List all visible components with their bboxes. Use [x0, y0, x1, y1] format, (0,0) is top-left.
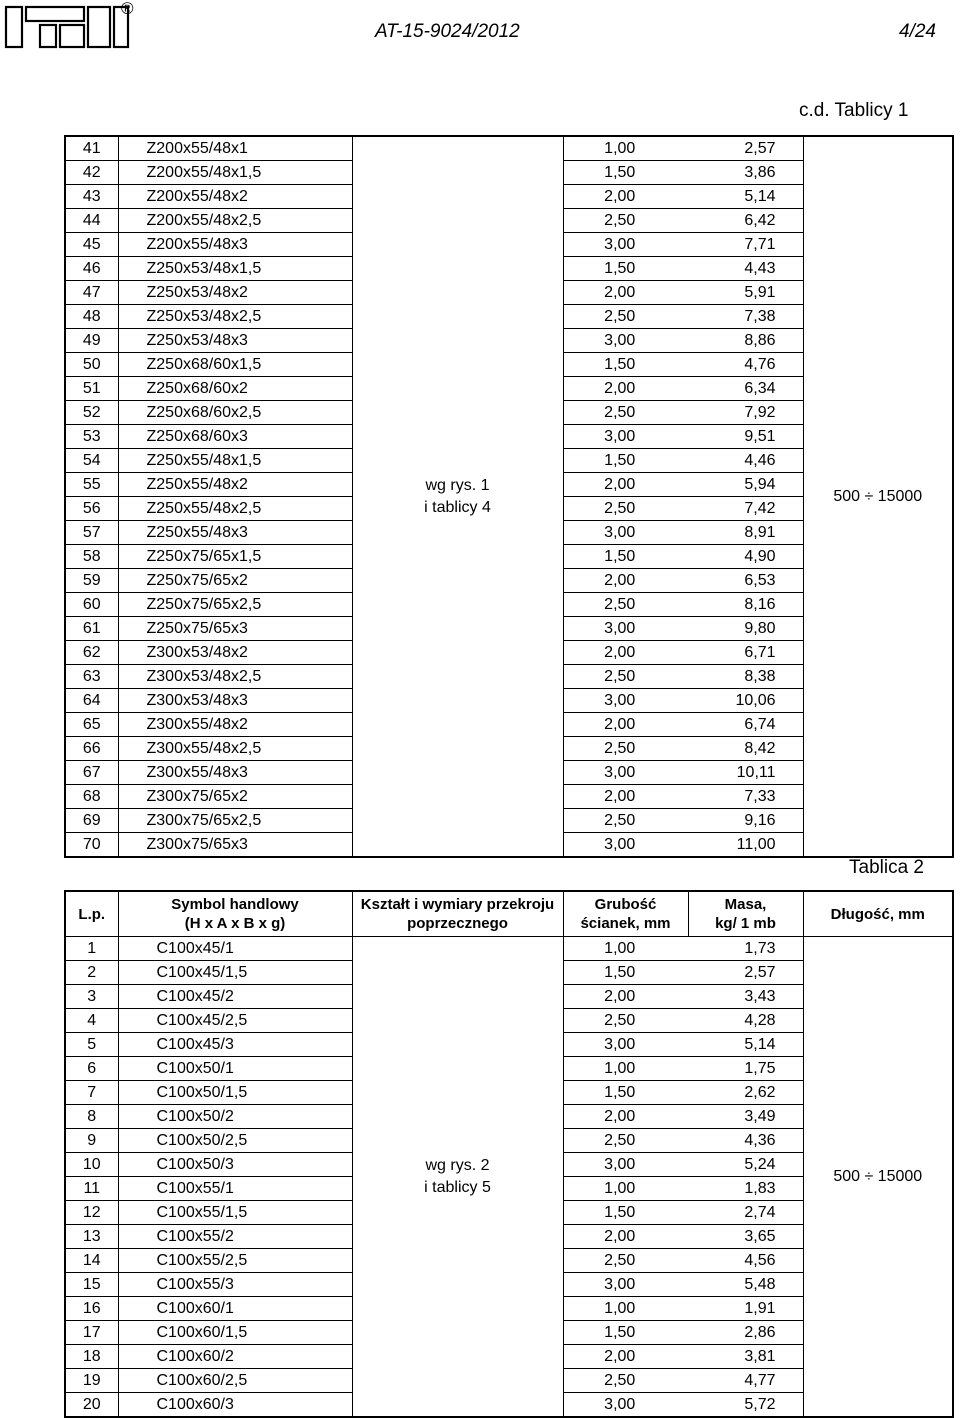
mass-per-meter: 8,86	[688, 329, 803, 353]
mass-per-meter: 8,38	[688, 665, 803, 689]
profile-symbol: Z300x75/65x2,5	[118, 809, 352, 833]
mass-per-meter: 3,86	[688, 161, 803, 185]
row-number: 52	[65, 401, 118, 425]
mass-per-meter: 10,11	[688, 761, 803, 785]
registered-mark: ®	[121, 0, 134, 18]
mass-per-meter: 5,72	[688, 1393, 803, 1418]
profile-symbol: Z250x68/60x2,5	[118, 401, 352, 425]
row-number: 65	[65, 713, 118, 737]
shape-reference-line2: i tablicy 4	[424, 498, 491, 516]
mass-per-meter: 7,92	[688, 401, 803, 425]
table2	[64, 890, 954, 1418]
wall-thickness: 1,50	[563, 545, 688, 569]
row-number: 55	[65, 473, 118, 497]
profile-symbol: Z200x55/48x1,5	[118, 161, 352, 185]
profile-symbol: Z250x53/48x2,5	[118, 305, 352, 329]
table2-caption: Tablica 2	[849, 857, 924, 878]
mass-per-meter: 4,46	[688, 449, 803, 473]
profile-symbol: C100x50/1	[118, 1057, 352, 1081]
mass-per-meter: 7,33	[688, 785, 803, 809]
table1-caption: c.d. Tablicy 1	[799, 100, 909, 121]
profile-symbol: C100x55/1,5	[118, 1201, 352, 1225]
wall-thickness: 2,00	[563, 1225, 688, 1249]
mass-per-meter: 2,74	[688, 1201, 803, 1225]
mass-per-meter: 5,94	[688, 473, 803, 497]
mass-per-meter: 5,48	[688, 1273, 803, 1297]
row-number: 69	[65, 809, 118, 833]
wall-thickness: 1,50	[563, 161, 688, 185]
wall-thickness: 2,00	[563, 377, 688, 401]
profile-symbol: C100x50/1,5	[118, 1081, 352, 1105]
row-number: 59	[65, 569, 118, 593]
shape-reference	[352, 136, 563, 857]
mass-per-meter: 2,57	[688, 136, 803, 161]
profile-symbol: Z200x55/48x3	[118, 233, 352, 257]
wall-thickness: 2,00	[563, 641, 688, 665]
row-number: 16	[65, 1297, 118, 1321]
wall-thickness: 1,50	[563, 449, 688, 473]
mass-per-meter: 4,43	[688, 257, 803, 281]
row-number: 7	[65, 1081, 118, 1105]
row-number: 42	[65, 161, 118, 185]
profile-symbol: Z300x55/48x3	[118, 761, 352, 785]
mass-per-meter: 4,90	[688, 545, 803, 569]
mass-per-meter: 6,71	[688, 641, 803, 665]
mass-per-meter: 6,53	[688, 569, 803, 593]
row-number: 8	[65, 1105, 118, 1129]
mass-per-meter: 9,51	[688, 425, 803, 449]
wall-thickness: 1,00	[563, 1057, 688, 1081]
profile-symbol: Z300x53/48x3	[118, 689, 352, 713]
mass-per-meter: 3,81	[688, 1345, 803, 1369]
wall-thickness: 1,00	[563, 1177, 688, 1201]
table1	[64, 135, 954, 858]
mass-per-meter: 7,38	[688, 305, 803, 329]
row-number: 70	[65, 833, 118, 858]
row-number: 54	[65, 449, 118, 473]
table-row	[65, 937, 953, 961]
profile-symbol: Z250x68/60x1,5	[118, 353, 352, 377]
mass-per-meter: 8,42	[688, 737, 803, 761]
row-number: 60	[65, 593, 118, 617]
wall-thickness: 1,50	[563, 257, 688, 281]
row-number: 18	[65, 1345, 118, 1369]
wall-thickness: 2,50	[563, 1249, 688, 1273]
wall-thickness: 3,00	[563, 833, 688, 858]
wall-thickness: 2,50	[563, 1129, 688, 1153]
profile-symbol: Z200x55/48x2	[118, 185, 352, 209]
row-number: 58	[65, 545, 118, 569]
header-length: Długość, mm	[803, 891, 953, 937]
mass-per-meter: 2,62	[688, 1081, 803, 1105]
mass-per-meter: 3,43	[688, 985, 803, 1009]
row-number: 57	[65, 521, 118, 545]
shape-reference-line1: wg rys. 1	[425, 476, 490, 494]
profile-symbol: Z300x75/65x2	[118, 785, 352, 809]
wall-thickness: 2,50	[563, 1369, 688, 1393]
row-number: 67	[65, 761, 118, 785]
wall-thickness: 2,00	[563, 985, 688, 1009]
header-symbol: Symbol handlowy (H x A x B x g)	[118, 891, 352, 937]
wall-thickness: 2,50	[563, 593, 688, 617]
wall-thickness: 1,50	[563, 1201, 688, 1225]
row-number: 13	[65, 1225, 118, 1249]
row-number: 51	[65, 377, 118, 401]
profile-symbol: Z250x68/60x2	[118, 377, 352, 401]
profile-symbol: Z300x75/65x3	[118, 833, 352, 858]
wall-thickness: 2,00	[563, 1105, 688, 1129]
mass-per-meter: 1,91	[688, 1297, 803, 1321]
row-number: 14	[65, 1249, 118, 1273]
profile-symbol: Z250x55/48x2	[118, 473, 352, 497]
row-number: 49	[65, 329, 118, 353]
table2-header	[65, 891, 953, 937]
wall-thickness: 1,50	[563, 961, 688, 985]
profile-symbol: C100x55/1	[118, 1177, 352, 1201]
wall-thickness: 2,50	[563, 305, 688, 329]
row-number: 48	[65, 305, 118, 329]
row-number: 41	[65, 136, 118, 161]
mass-per-meter: 3,49	[688, 1105, 803, 1129]
row-number: 43	[65, 185, 118, 209]
profile-symbol: C100x45/2,5	[118, 1009, 352, 1033]
mass-per-meter: 4,56	[688, 1249, 803, 1273]
row-number: 15	[65, 1273, 118, 1297]
wall-thickness: 3,00	[563, 617, 688, 641]
row-number: 19	[65, 1369, 118, 1393]
profile-symbol: Z250x53/48x1,5	[118, 257, 352, 281]
wall-thickness: 1,00	[563, 937, 688, 961]
profile-symbol: C100x60/2,5	[118, 1369, 352, 1393]
mass-per-meter: 5,24	[688, 1153, 803, 1177]
profile-symbol: C100x55/3	[118, 1273, 352, 1297]
profile-symbol: Z250x75/65x3	[118, 617, 352, 641]
row-number: 46	[65, 257, 118, 281]
profile-symbol: Z250x53/48x3	[118, 329, 352, 353]
wall-thickness: 2,00	[563, 785, 688, 809]
profile-symbol: C100x45/1,5	[118, 961, 352, 985]
row-number: 56	[65, 497, 118, 521]
profile-symbol: Z300x53/48x2	[118, 641, 352, 665]
mass-per-meter: 8,16	[688, 593, 803, 617]
profile-symbol: Z200x55/48x1	[118, 136, 352, 161]
wall-thickness: 1,00	[563, 1297, 688, 1321]
wall-thickness: 2,50	[563, 737, 688, 761]
mass-per-meter: 3,65	[688, 1225, 803, 1249]
mass-per-meter: 1,73	[688, 937, 803, 961]
profile-symbol: Z250x75/65x1,5	[118, 545, 352, 569]
row-number: 63	[65, 665, 118, 689]
wall-thickness: 2,50	[563, 665, 688, 689]
mass-per-meter: 5,14	[688, 1033, 803, 1057]
row-number: 3	[65, 985, 118, 1009]
row-number: 12	[65, 1201, 118, 1225]
wall-thickness: 2,50	[563, 1009, 688, 1033]
row-number: 64	[65, 689, 118, 713]
profile-symbol: Z250x55/48x1,5	[118, 449, 352, 473]
wall-thickness: 3,00	[563, 689, 688, 713]
wall-thickness: 3,00	[563, 425, 688, 449]
profile-symbol: C100x60/1,5	[118, 1321, 352, 1345]
profile-symbol: Z250x55/48x3	[118, 521, 352, 545]
wall-thickness: 3,00	[563, 233, 688, 257]
row-number: 17	[65, 1321, 118, 1345]
mass-per-meter: 1,75	[688, 1057, 803, 1081]
row-number: 2	[65, 961, 118, 985]
wall-thickness: 2,50	[563, 497, 688, 521]
wall-thickness: 1,50	[563, 1321, 688, 1345]
mass-per-meter: 4,77	[688, 1369, 803, 1393]
profile-symbol: C100x45/3	[118, 1033, 352, 1057]
profile-symbol: Z300x53/48x2,5	[118, 665, 352, 689]
row-number: 53	[65, 425, 118, 449]
row-number: 6	[65, 1057, 118, 1081]
header-mass: Masa, kg/ 1 mb	[688, 891, 803, 937]
row-number: 9	[65, 1129, 118, 1153]
mass-per-meter: 5,14	[688, 185, 803, 209]
wall-thickness: 2,00	[563, 281, 688, 305]
header-lp: L.p.	[65, 891, 118, 937]
wall-thickness: 2,00	[563, 185, 688, 209]
row-number: 61	[65, 617, 118, 641]
length-range: 500 ÷ 15000	[803, 136, 953, 857]
row-number: 5	[65, 1033, 118, 1057]
profile-symbol: Z300x55/48x2	[118, 713, 352, 737]
mass-per-meter: 4,28	[688, 1009, 803, 1033]
row-number: 1	[65, 937, 118, 961]
row-number: 68	[65, 785, 118, 809]
profile-symbol: Z250x75/65x2,5	[118, 593, 352, 617]
row-number: 44	[65, 209, 118, 233]
wall-thickness: 2,50	[563, 401, 688, 425]
mass-per-meter: 1,83	[688, 1177, 803, 1201]
mass-per-meter: 5,91	[688, 281, 803, 305]
shape-reference	[352, 937, 563, 1418]
row-number: 62	[65, 641, 118, 665]
page-number: 4/24	[899, 21, 936, 42]
profile-symbol: C100x50/2,5	[118, 1129, 352, 1153]
mass-per-meter: 8,91	[688, 521, 803, 545]
mass-per-meter: 9,80	[688, 617, 803, 641]
profile-symbol: C100x45/1	[118, 937, 352, 961]
wall-thickness: 2,00	[563, 569, 688, 593]
row-number: 47	[65, 281, 118, 305]
profile-symbol: Z250x55/48x2,5	[118, 497, 352, 521]
profile-symbol: C100x50/3	[118, 1153, 352, 1177]
mass-per-meter: 6,74	[688, 713, 803, 737]
mass-per-meter: 4,76	[688, 353, 803, 377]
wall-thickness: 2,00	[563, 1345, 688, 1369]
row-number: 50	[65, 353, 118, 377]
wall-thickness: 1,50	[563, 353, 688, 377]
header-thickness: Grubość ścianek, mm	[563, 891, 688, 937]
table-row	[65, 136, 953, 161]
profile-symbol: C100x60/2	[118, 1345, 352, 1369]
profile-symbol: Z250x68/60x3	[118, 425, 352, 449]
wall-thickness: 3,00	[563, 1033, 688, 1057]
length-range: 500 ÷ 15000	[803, 937, 953, 1418]
wall-thickness: 2,00	[563, 713, 688, 737]
row-number: 20	[65, 1393, 118, 1418]
row-number: 66	[65, 737, 118, 761]
wall-thickness: 2,50	[563, 209, 688, 233]
mass-per-meter: 6,34	[688, 377, 803, 401]
mass-per-meter: 4,36	[688, 1129, 803, 1153]
profile-symbol: C100x60/3	[118, 1393, 352, 1418]
document-number: AT-15-9024/2012	[375, 21, 520, 42]
profile-symbol: C100x50/2	[118, 1105, 352, 1129]
mass-per-meter: 10,06	[688, 689, 803, 713]
header-shape: Kształt i wymiary przekroju poprzecznego	[352, 891, 563, 937]
wall-thickness: 3,00	[563, 329, 688, 353]
profile-symbol: Z250x53/48x2	[118, 281, 352, 305]
table1-body	[65, 136, 953, 857]
wall-thickness: 3,00	[563, 521, 688, 545]
wall-thickness: 3,00	[563, 761, 688, 785]
mass-per-meter: 2,86	[688, 1321, 803, 1345]
wall-thickness: 2,50	[563, 809, 688, 833]
mass-per-meter: 2,57	[688, 961, 803, 985]
row-number: 45	[65, 233, 118, 257]
wall-thickness: 3,00	[563, 1153, 688, 1177]
mass-per-meter: 7,71	[688, 233, 803, 257]
mass-per-meter: 6,42	[688, 209, 803, 233]
itb-logo	[4, 4, 130, 50]
profile-symbol: C100x60/1	[118, 1297, 352, 1321]
table2-body	[65, 937, 953, 1418]
shape-reference-line1: wg rys. 2	[425, 1156, 490, 1174]
wall-thickness: 3,00	[563, 1393, 688, 1418]
mass-per-meter: 7,42	[688, 497, 803, 521]
shape-reference-line2: i tablicy 5	[424, 1178, 491, 1196]
wall-thickness: 3,00	[563, 1273, 688, 1297]
wall-thickness: 1,00	[563, 136, 688, 161]
profile-symbol: C100x55/2	[118, 1225, 352, 1249]
profile-symbol: Z300x55/48x2,5	[118, 737, 352, 761]
profile-symbol: C100x45/2	[118, 985, 352, 1009]
row-number: 10	[65, 1153, 118, 1177]
row-number: 11	[65, 1177, 118, 1201]
profile-symbol: Z200x55/48x2,5	[118, 209, 352, 233]
mass-per-meter: 9,16	[688, 809, 803, 833]
profile-symbol: Z250x75/65x2	[118, 569, 352, 593]
wall-thickness: 2,00	[563, 473, 688, 497]
row-number: 4	[65, 1009, 118, 1033]
wall-thickness: 1,50	[563, 1081, 688, 1105]
mass-per-meter: 11,00	[688, 833, 803, 858]
profile-symbol: C100x55/2,5	[118, 1249, 352, 1273]
